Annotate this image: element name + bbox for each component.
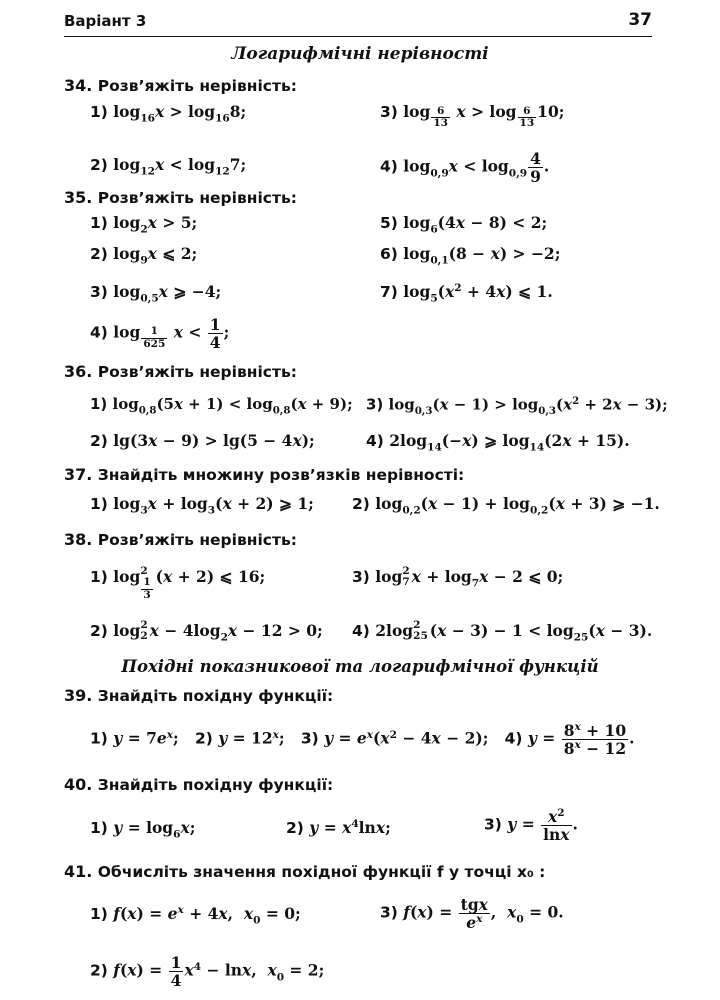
task-35: 35. Розв’яжіть нерівність: (64, 188, 297, 207)
task-35-item-2: 2) $\log_9x$ ⩽ 2; (90, 244, 198, 267)
task-38-item-3: 3) log 2 7 $x + \log_7x - 2$ ⩽ 0; (352, 565, 564, 590)
task-40: 40. Знайдіть похідну функції: (64, 775, 334, 794)
task-41-item-3: 3) f(x) = $\frac{\text{tgx}}{e^x}$ , $x_0 = 0$. (380, 895, 564, 933)
task-34-item-1: 1) $\log_{16}x > \log_{16}8$; (90, 102, 247, 125)
task-37-item-2: 2) $\log_{0,2}(x - 1) + \log_{0,2}(x + 3)$ ⩾ −1. (352, 494, 660, 517)
task-36-item-2: 2) lg(3x − 9) > lg(5 − 4x); (90, 431, 315, 450)
task-40-item-3: 3) y = $\frac{x^2}{\ln x}$ . (484, 807, 578, 845)
page-number: 37 (628, 10, 652, 30)
task-35-item-3: 3) $\log_{0,5}x$ ⩾ −4; (90, 282, 222, 305)
task-40-item-1: 1) $y = \log_6x$; (90, 818, 196, 841)
task-35-item-1: 1) $\log_2x > 5$; (90, 213, 198, 236)
task-34: 34. Розв’яжіть нерівність: (64, 76, 297, 95)
task-41: 41. Обчисліть значення похідної функції f у точці x₀ : (64, 862, 546, 881)
task-36: 36. Розв’яжіть нерівність: (64, 362, 297, 381)
task-34-item-3: 3) log $\frac{6}{13}$ x > log $\frac{6}{13}$ 10; (380, 102, 565, 130)
variant-label: Варіант 3 (64, 12, 147, 30)
task-34-item-4: 4) $\log_{0,9}x < \log_{0,9}$ $\frac{4}{9}$ . (380, 149, 550, 187)
task-35-item-7: 7) $\log_5(x^2 + 4x)$ ⩽ 1. (380, 282, 553, 305)
task-35-item-4: 4) log $\frac{1}{625}$ x < $\frac{1}{4}$ ; (90, 315, 230, 353)
task-38: 38. Розв’яжіть нерівність: (64, 530, 297, 549)
task-36-item-4: 4) $2\log_{14}(-x)$ ⩾ $\log_{14}(2x + 15)$. (366, 431, 630, 454)
task-37-item-1: 1) $\log_3x + \log_3(x + 2)$ ⩾ 1; (90, 494, 314, 517)
task-39-items: 1) $y = 7e^x$; 2) $y = 12^x$; 3) $y = e^x(x^2 - 4x - 2)$; 4) y = $\frac{8^x + 10}{8^x - 12}$ . (90, 721, 635, 759)
section-title-log-inequalities: Логарифмічні нерівності (231, 44, 489, 64)
page-header (64, 6, 652, 37)
task-38-item-4: 4) 2log 2 25 $(x - 3) - 1 < \log_{25}(x - 3)$. (352, 619, 653, 644)
task-39: 39. Знайдіть похідну функції: (64, 686, 334, 705)
task-38-item-1: 1) log 2 $\frac{1}{3}$ (x + 2) ⩽ 16; (90, 565, 266, 601)
task-41-item-2: 2) f(x) = $\frac{1}{4}$ $x^4 - \ln x$, $x_0 = 2$; (90, 953, 325, 991)
task-38-item-2: 2) log 2 2 $x - 4\log_2x - 12 > 0$; (90, 619, 323, 644)
task-36-item-1: 1) $\log_{0,8}(5x + 1) < \log_{0,8}(x + 9)$; (90, 395, 353, 417)
task-35-item-6: 6) $\log_{0,1}(8 - x) > -2$; (380, 244, 561, 267)
task-35-item-5: 5) $\log_6(4x - 8) < 2$; (380, 213, 548, 236)
section-title-derivatives: Похідні показникової та логарифмічної функцій (121, 657, 599, 676)
task-34-item-2: 2) $\log_{12}x < \log_{12}7$; (90, 155, 247, 178)
task-37: 37. Знайдіть множину розв’язків нерівності: (64, 465, 465, 484)
task-41-item-1: 1) $f(x) = e^x + 4x$, $x_0 = 0$; (90, 904, 301, 927)
task-40-item-2: 2) $y = x^4\ln x$; (286, 818, 391, 837)
task-36-item-3: 3) $\log_{0,3}(x - 1) > \log_{0,3}(x^2 + 2x - 3)$; (366, 395, 668, 418)
